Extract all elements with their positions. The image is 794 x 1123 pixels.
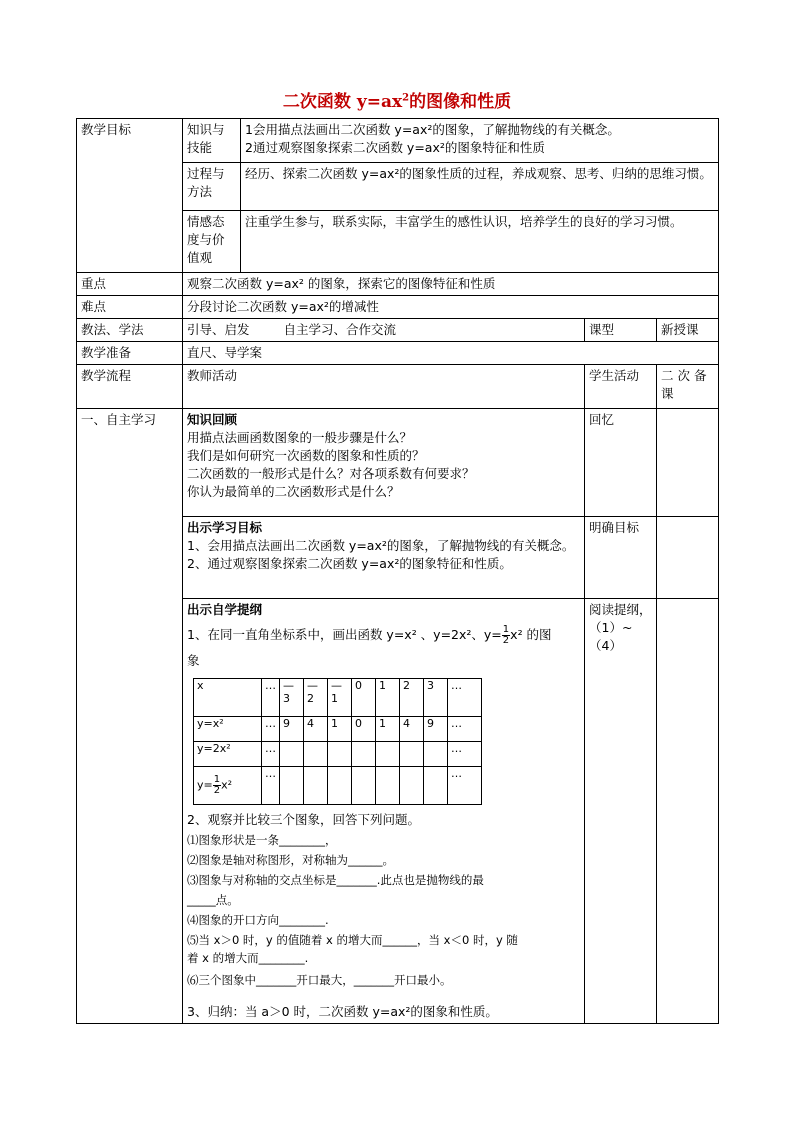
student-activity: 回忆	[585, 409, 657, 517]
x-label: x	[194, 679, 262, 717]
goal-text: 1会用描点法画出二次函数 y=ax²的图象，了解抛物线的有关概念。 2通过观察图象探索二次函数 y=ax²的图象特征和性质	[241, 119, 719, 163]
student-activity-header: 学生活动	[585, 365, 657, 409]
lesson-plan-table	[76, 118, 719, 1024]
key-point-label: 重点	[77, 273, 183, 296]
learning-goals-block: 出示学习目标 1、会用描点法画出二次函数 y=ax²的图象，了解抛物线的有关概念。 2、通过观察图象探索二次函数 y=ax²的图象特征和性质。	[183, 517, 585, 599]
student-activity: 阅读提纲，（1）~（4）	[585, 599, 657, 1024]
student-activity: 明确目标	[585, 517, 657, 599]
second-prep-header: 二 次 备 课	[657, 365, 719, 409]
difficulty-label: 难点	[77, 296, 183, 319]
section-label: 一、自主学习	[77, 409, 183, 1024]
values-table: x … — 3 — 2 — 1 0 1 2 3 … y=x² … 9 4 1 0 1 4 9 … y=2x² … … y= $\frac{1}{2}$ x² … …	[193, 678, 482, 805]
teacher-activity-header: 教师活动	[183, 365, 585, 409]
lesson-type-value: 新授课	[657, 319, 719, 342]
flow-label: 教学流程	[77, 365, 183, 409]
goals-label: 教学目标	[77, 119, 183, 273]
goal-text: 经历、探索二次函数 y=ax²的图象性质的过程，养成观察、思考、归纳的思维习惯。	[241, 163, 719, 211]
methods-label: 教法、学法	[77, 319, 183, 342]
methods-text: 引导、启发 自主学习、合作交流	[183, 319, 585, 342]
lesson-type-label: 课型	[585, 319, 657, 342]
y-x2-label: y=x²	[194, 717, 262, 742]
key-point-text: 观察二次函数 y=ax² 的图象，探索它的图像特征和性质	[183, 273, 719, 296]
prep-label: 教学准备	[77, 342, 183, 365]
page-title: 二次函数 $y=ax^2$的图像和性质	[282, 92, 512, 112]
goal-type-label: 知识与技能	[183, 119, 241, 163]
prep-text: 直尺、导学案	[183, 342, 719, 365]
goal-text: 注重学生参与，联系实际，丰富学生的感性认识，培养学生的良好的学习习惯。	[241, 211, 719, 273]
review-block: 知识回顾 用描点法画函数图象的一般步骤是什么？ 我们是如何研究一次函数的图象和性质的？ 二次函数的一般形式是什么？对各项系数有何要求？ 你认为最简单的二次函数形式是什么？	[183, 409, 585, 517]
goal-type-label: 过程与方法	[183, 163, 241, 211]
y-half-x2-label: y= $\frac{1}{2}$ x²	[194, 767, 262, 805]
fraction-half: $\frac{1}{2}$	[502, 624, 510, 646]
outline-block: 出示自学提纲 1、在同一直角坐标系中，画出函数 y=x² 、y=2x²、y= $\frac{1}{2}$ x² 的图 象 x … — 3 — 2 — 1 0 1 2 3 … y=x² … 9 4 1 0 1 4 9 … y=2x² … … y= $\frac{1}{2}$ x² … … 2、观察并比较三个图象，回答下列问题。 ⑴图象形状是一条________， ⑵图象是轴对称图形，对称轴为______。 ⑶图象与对称轴的交点坐标是_______.此点也是抛物线的最 _____点。 ⑷图象的开口方向________. ⑸当 x＞0 时，y 的值随着 x 的增大而______，当 x＜0 时，y 随 着 x 的增大而________. ⑹三个图象中_______开口最大，_______开口最小。 3、归纳：当 a＞0 时，二次函数 y=ax²的图象和性质。	[183, 599, 585, 1024]
goal-type-label: 情感态度与价值观	[183, 211, 241, 273]
difficulty-text: 分段讨论二次函数 y=ax²的增减性	[183, 296, 719, 319]
y-2x2-label: y=2x²	[194, 742, 262, 767]
